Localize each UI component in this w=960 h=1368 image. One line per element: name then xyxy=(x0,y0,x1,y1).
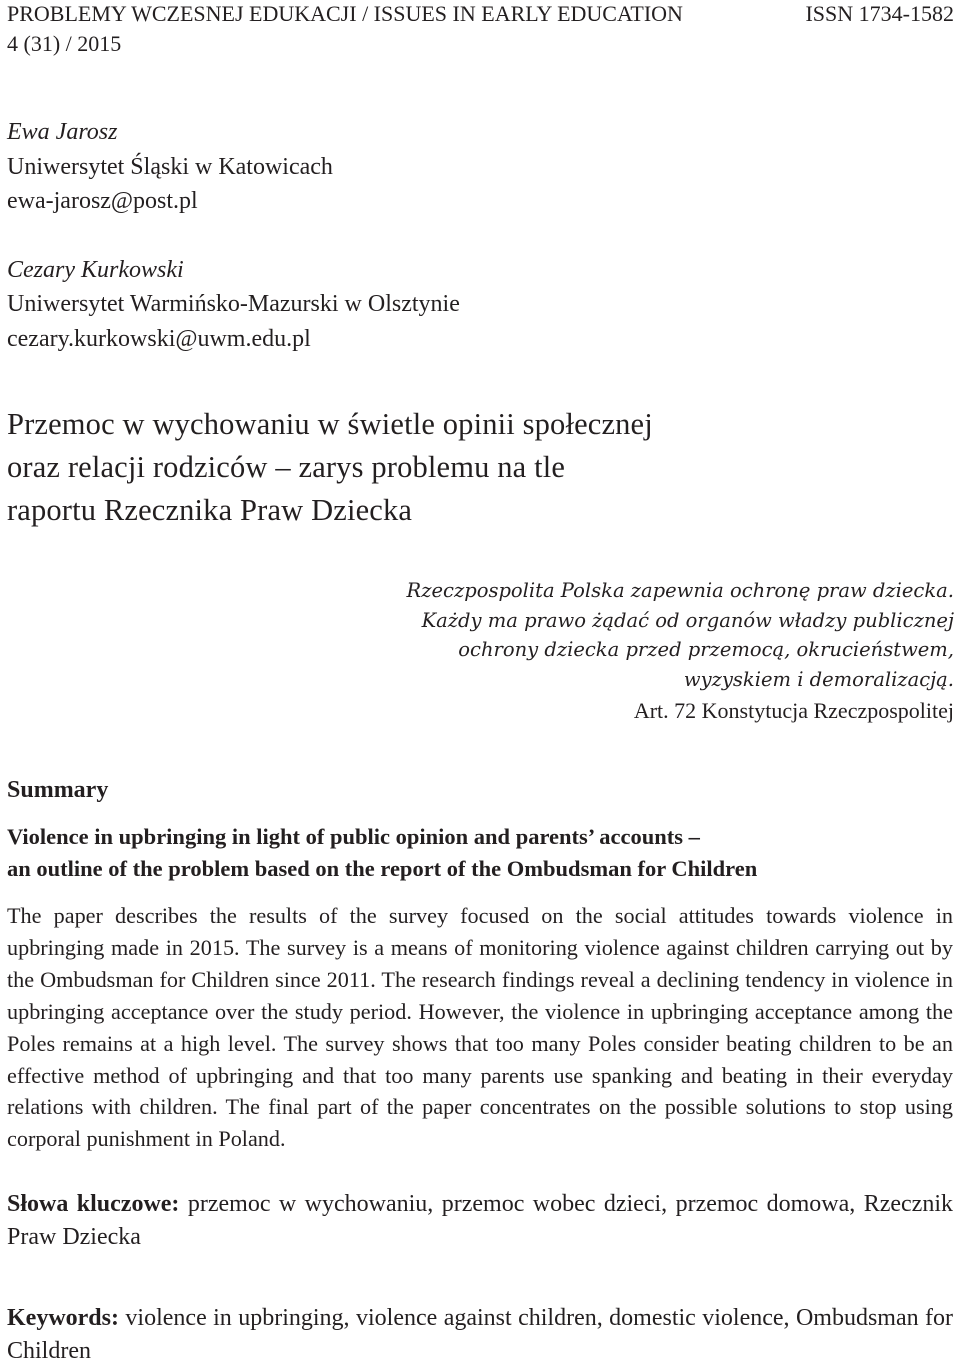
title-line: oraz relacji rodziców – zarys problemu na tle xyxy=(7,450,566,484)
keywords-label: Keywords: xyxy=(7,1305,126,1331)
epigraph-line: ochrony dziecka przed przemocą, okrucieństwem, xyxy=(458,638,954,661)
summary-title-line: Violence in upbringing in light of public opinion and parents’ accounts – xyxy=(7,824,700,849)
keywords-text: violence in upbringing, violence against children, domestic violence, Ombudsman for Children xyxy=(7,1305,954,1364)
title-line: raportu Rzecznika Praw Dziecka xyxy=(7,493,413,527)
keywords-text: przemoc w wychowaniu, przemoc wobec dzieci, przemoc domowa, Rzecznik Praw Dziecka xyxy=(7,1191,953,1250)
epigraph-line: Rzeczpospolita Polska zapewnia ochronę praw dziecka. xyxy=(406,579,954,602)
issn: ISSN 1734-1582 xyxy=(805,1,954,26)
keywords-label: Słowa kluczowe: xyxy=(7,1191,188,1217)
keywords-polish xyxy=(7,1188,953,1254)
article-title xyxy=(7,403,947,532)
summary-heading: Summary xyxy=(7,777,109,803)
author-email: cezary.kurkowski@uwm.edu.pl xyxy=(7,325,311,352)
epigraph-source: Art. 72 Konstytucja Rzeczpospolitej xyxy=(633,698,954,723)
epigraph-line: wyzyskiem i demoralizacją. xyxy=(683,667,954,691)
author-affiliation: Uniwersytet Śląski w Katowicach xyxy=(7,153,333,180)
summary-abstract: The paper describes the results of the survey focused on the social attitudes towards violence in upbringing made in 2015. The survey is a means of monitoring violence against children carrying out by the Ombudsman for Children since 2011. The research findings reveal a declining tendency in violence in upbringing acceptance over the study period. However, the violence in upbringing acceptance among the Poles remains at a high level. The survey shows that too many Poles consider beating children to be an effective method of upbringing and that too many parents use spanking and beating in their everyday relations with children. The final part of the paper concentrates on the possible solutions to stop using corporal punishment in Poland. xyxy=(7,903,953,1152)
author-2 xyxy=(7,253,460,357)
issue-number: 4 (31) / 2015 xyxy=(7,31,122,56)
keywords-english xyxy=(7,1302,953,1368)
journal-name: PROBLEMY WCZESNEJ EDUKACJI / ISSUES IN EARLY EDUCATION xyxy=(7,1,683,26)
title-line: Przemoc w wychowaniu w świetle opinii społecznej xyxy=(7,407,653,441)
author-list xyxy=(7,115,460,390)
author-name: Cezary Kurkowski xyxy=(7,256,184,283)
author-email: ewa-jarosz@post.pl xyxy=(7,188,198,214)
summary-title xyxy=(7,821,953,885)
author-name: Ewa Jarosz xyxy=(7,119,118,145)
author-1 xyxy=(7,115,460,219)
epigraph xyxy=(407,576,954,726)
epigraph-line: Każdy ma prawo żądać od organów władzy publicznej xyxy=(421,608,954,632)
summary-title-line: an outline of the problem based on the report of the Ombudsman for Children xyxy=(7,856,758,881)
author-affiliation: Uniwersytet Warmińsko-Mazurski w Olsztynie xyxy=(7,291,460,317)
